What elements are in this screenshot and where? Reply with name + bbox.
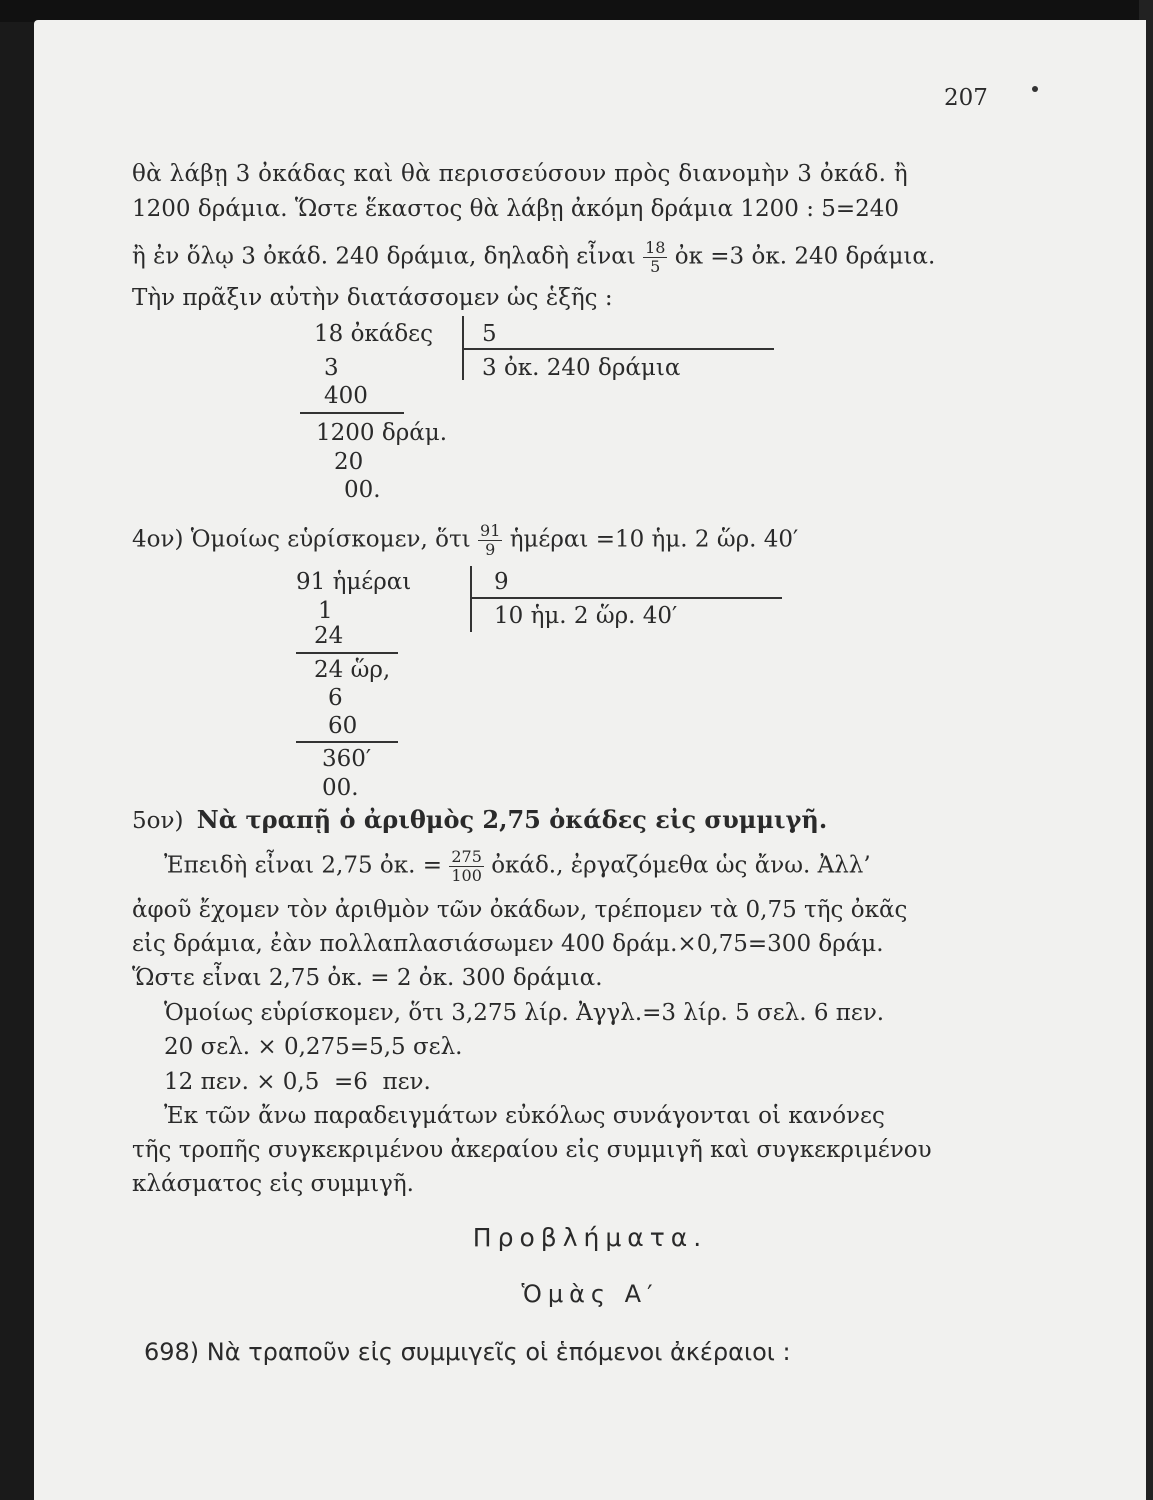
section-title: Προβλήματα. <box>472 1223 708 1252</box>
page-mark-dot <box>1032 86 1038 92</box>
division-step: 3 <box>324 355 339 381</box>
division-step: 00. <box>322 775 359 801</box>
division-step: 360′ <box>322 746 372 772</box>
example-4-line: 4ον) Ὁμοίως εὑρίσκομεν, ὅτι $\frac{91}{9}$ ἡμέραι =10 ἡμ. 2 ὥρ. 40′ <box>132 521 799 559</box>
fraction: $\frac{91}{9}$ <box>480 521 501 559</box>
text-line: κλάσματος εἰς συμμιγῆ. <box>132 1171 414 1197</box>
division-step: 400 <box>324 383 368 409</box>
division-step: 00. <box>344 477 381 503</box>
division-step: 1200 δράμ. <box>316 420 448 446</box>
problem-698: 698) Νὰ τραποῦν εἰς συμμιγεῖς οἱ ἑπόμενοι ἀκέραιοι : <box>144 1338 791 1366</box>
text-line: 12 πεν. × 0,5 =6 πεν. <box>164 1069 431 1095</box>
division-quotient: 3 ὀκ. 240 δράμια <box>482 355 681 381</box>
page-number: 207 <box>944 85 988 111</box>
text-line: Ὥστε εἶναι 2,75 ὀκ. = 2 ὀκ. 300 δράμια. <box>132 965 603 991</box>
division-dividend: 91 ἡμέραι <box>296 569 412 595</box>
text-line-with-fraction: Ἐπειδὴ εἶναι 2,75 ὀκ. = $\frac{275}{100}$ ὀκάδ., ἐργαζόμεθα ὡς ἄνω. Ἀλλ’ <box>164 847 871 885</box>
group-title: Ὁμὰς Α′ <box>521 1280 659 1308</box>
text-line: εἰς δράμια, ἐὰν πολλαπλασιάσωμεν 400 δράμ.×0,75=300 δράμ. <box>132 931 884 957</box>
division-dividend: 18 ὀκάδες <box>314 321 433 347</box>
division-step: 24 ὥρ, <box>314 657 391 683</box>
fraction: $\frac{275}{100}$ <box>451 847 482 885</box>
text-line: ἀφοῦ ἔχομεν τὸν ἀριθμὸν τῶν ὀκάδων, τρέπομεν τὰ 0,75 τῆς ὀκᾶς <box>132 897 908 923</box>
division-step: 6 <box>328 685 343 711</box>
text-line: θὰ λάβῃ 3 ὀκάδας καὶ θὰ περισσεύσουν πρὸς διανομὴν 3 ὀκάδ. ἢ <box>132 161 908 187</box>
division-step: 24 <box>314 623 344 649</box>
division-quotient: 10 ἡμ. 2 ὥρ. 40′ <box>494 603 678 629</box>
text-line: τῆς τροπῆς συγκεκριμένου ἀκεραίου εἰς συμμιγῆ καὶ συγκεκριμένου <box>132 1137 932 1163</box>
division-divisor: 5 <box>482 321 497 347</box>
example-5-title: Νὰ τραπῇ ὁ ἀριθμὸς 2,75 ὀκάδες εἰς συμμιγῆ. <box>196 805 828 834</box>
text-line: 20 σελ. × 0,275=5,5 σελ. <box>164 1034 463 1060</box>
scan-top-border <box>0 0 1153 22</box>
intro-line: Τὴν πρᾶξιν αὐτὴν διατάσσομεν ὡς ἑξῆς : <box>132 285 613 311</box>
text-line: 1200 δράμια. Ὥστε ἕκαστος θὰ λάβῃ ἀκόμη δράμια 1200 : 5=240 <box>132 196 900 222</box>
text-line-with-fraction: ἢ ἐν ὅλῳ 3 ὀκάδ. 240 δράμια, δηλαδὴ εἶναι $\frac{18}{5}$ ὀκ =3 ὀκ. 240 δράμια. <box>132 238 936 276</box>
division-step: 60 <box>328 713 358 739</box>
fraction: $\frac{18}{5}$ <box>645 238 666 276</box>
text-line: Ὁμοίως εὑρίσκομεν, ὅτι 3,275 λίρ. Ἀγγλ.=3 λίρ. 5 σελ. 6 πεν. <box>164 1000 885 1026</box>
division-step: 1 <box>318 598 333 624</box>
book-page <box>34 20 1146 1500</box>
example-5-heading: 5ον) Νὰ τραπῇ ὁ ἀριθμὸς 2,75 ὀκάδες εἰς συμμιγῆ. <box>132 805 828 834</box>
division-divisor: 9 <box>494 569 509 595</box>
division-step: 20 <box>334 449 364 475</box>
text-line: Ἐκ τῶν ἄνω παραδειγμάτων εὐκόλως συνάγονται οἱ κανόνες <box>164 1103 885 1129</box>
